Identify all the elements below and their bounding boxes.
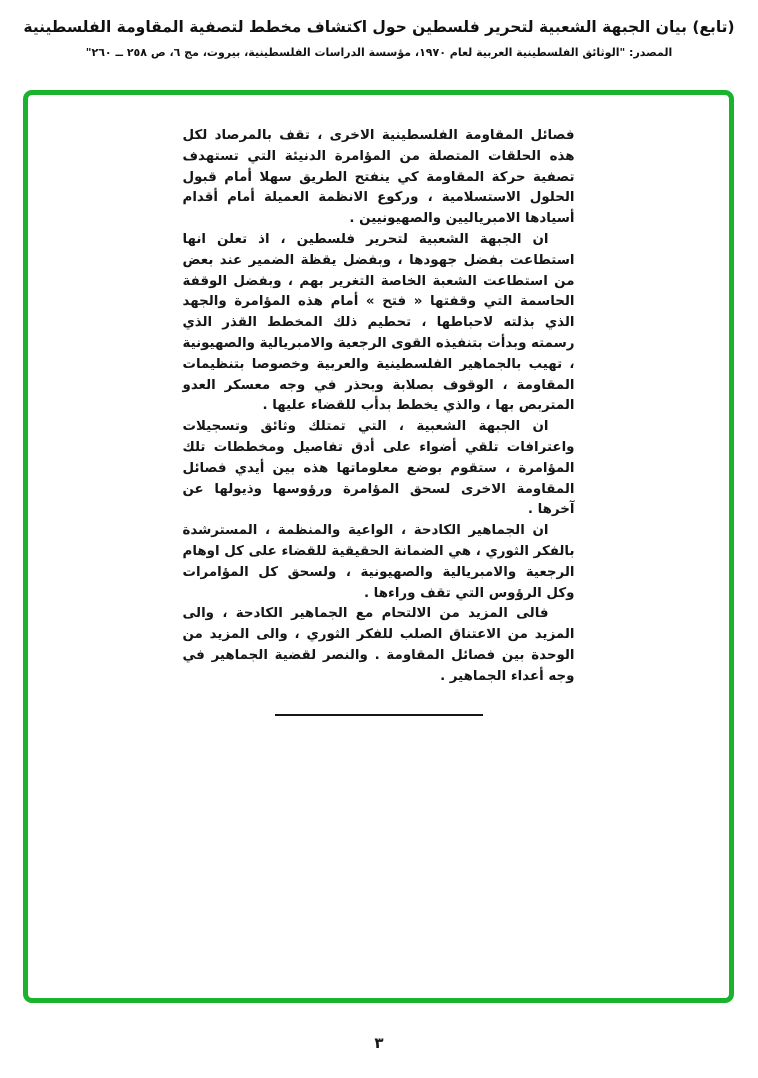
paragraph-2: ان الجبهة الشعبية لتحرير فلسطين ، اذ تعلن انها استطاعت بفضل جهودها ، وبفضل يقظة الضمير عند بعض من استطاعت الشعبة الخاصة التغرير بهم ، وبفضل الوقفة الحاسمة التي وقفتها « فتح » أمام هذه المؤامرة والجهد الذي بذلته لاحباطها ، تحطيم ذلك المخطط القذر الذي رسمته وبدأت بتنفيذه القوى الرجعية والامبريالية والصهيونية ، تهيب بالجماهير الفلسطينية والعربية وخصوصا بتنظيمات المقاومة ، الوقوف بصلابة وبحذر في وجه معسكر العدو المتربص بها ، والذي يخطط بدأب للقضاء عليها . — [182, 231, 575, 414]
paragraph-1: فصائل المقاومة الفلسطينية الاخرى ، تقف بالمرصاد لكل هذه الحلقات المتصلة من المؤامرة الدنيئة التي تستهدف تصفية حركة المقاومة كي ينفتح الطريق سهلا أمام قبول الحلول الاستسلامية ، وركوع الانظمة العميلة أمام أقدام أسيادها الامبرياليين والصهيونيين . — [182, 128, 575, 227]
document-title: (تابع) بيان الجبهة الشعبية لتحرير فلسطين حول اكتشاف مخطط لتصفية المقاومة الفلسطينية — [23, 18, 735, 36]
paragraph-3: ان الجبهة الشعبية ، التي تمتلك وثائق وتسجيلات واعترافات تلقي أضواء على أدق تفاصيل ومخططات تلك المؤامرة ، ستقوم بوضع معلوماتها هذه بين أيدي فصائل المقاومة الاخرى لسحق المؤامرة ورؤوسها وذيولها عن آخرها . — [182, 419, 575, 518]
section-divider — [275, 714, 483, 716]
source-citation: المصدر: "الوثائق الفلسطينية العربية لعام ١٩٧٠، مؤسسة الدراسات الفلسطينية، بيروت، مج ٦، ص ٢٥٨ ــ ٢٦٠" — [85, 46, 673, 60]
paragraph-4: ان الجماهير الكادحة ، الواعية والمنظمة ، المسترشدة بالفكر الثوري ، هي الضمانة الحقيقية للقضاء على كل اوهام الرجعية والامبريالية والصهيونية ، ولسحق كل المؤامرات وكل الرؤوس التي تقف وراءها . — [182, 523, 575, 601]
paragraph-5: فالى المزيد من الالتحام مع الجماهير الكادحة ، والى المزيد من الاعتناق الصلب للفكر الثوري ، والى المزيد من الوحدة بين فصائل المقاومة . والنصر لقضية الجماهير في وجه أعداء الجماهير . — [182, 606, 575, 684]
page-number: ٣ — [374, 1034, 384, 1052]
page-header — [0, 16, 758, 59]
document-body — [183, 126, 575, 716]
document-frame — [23, 90, 734, 1003]
